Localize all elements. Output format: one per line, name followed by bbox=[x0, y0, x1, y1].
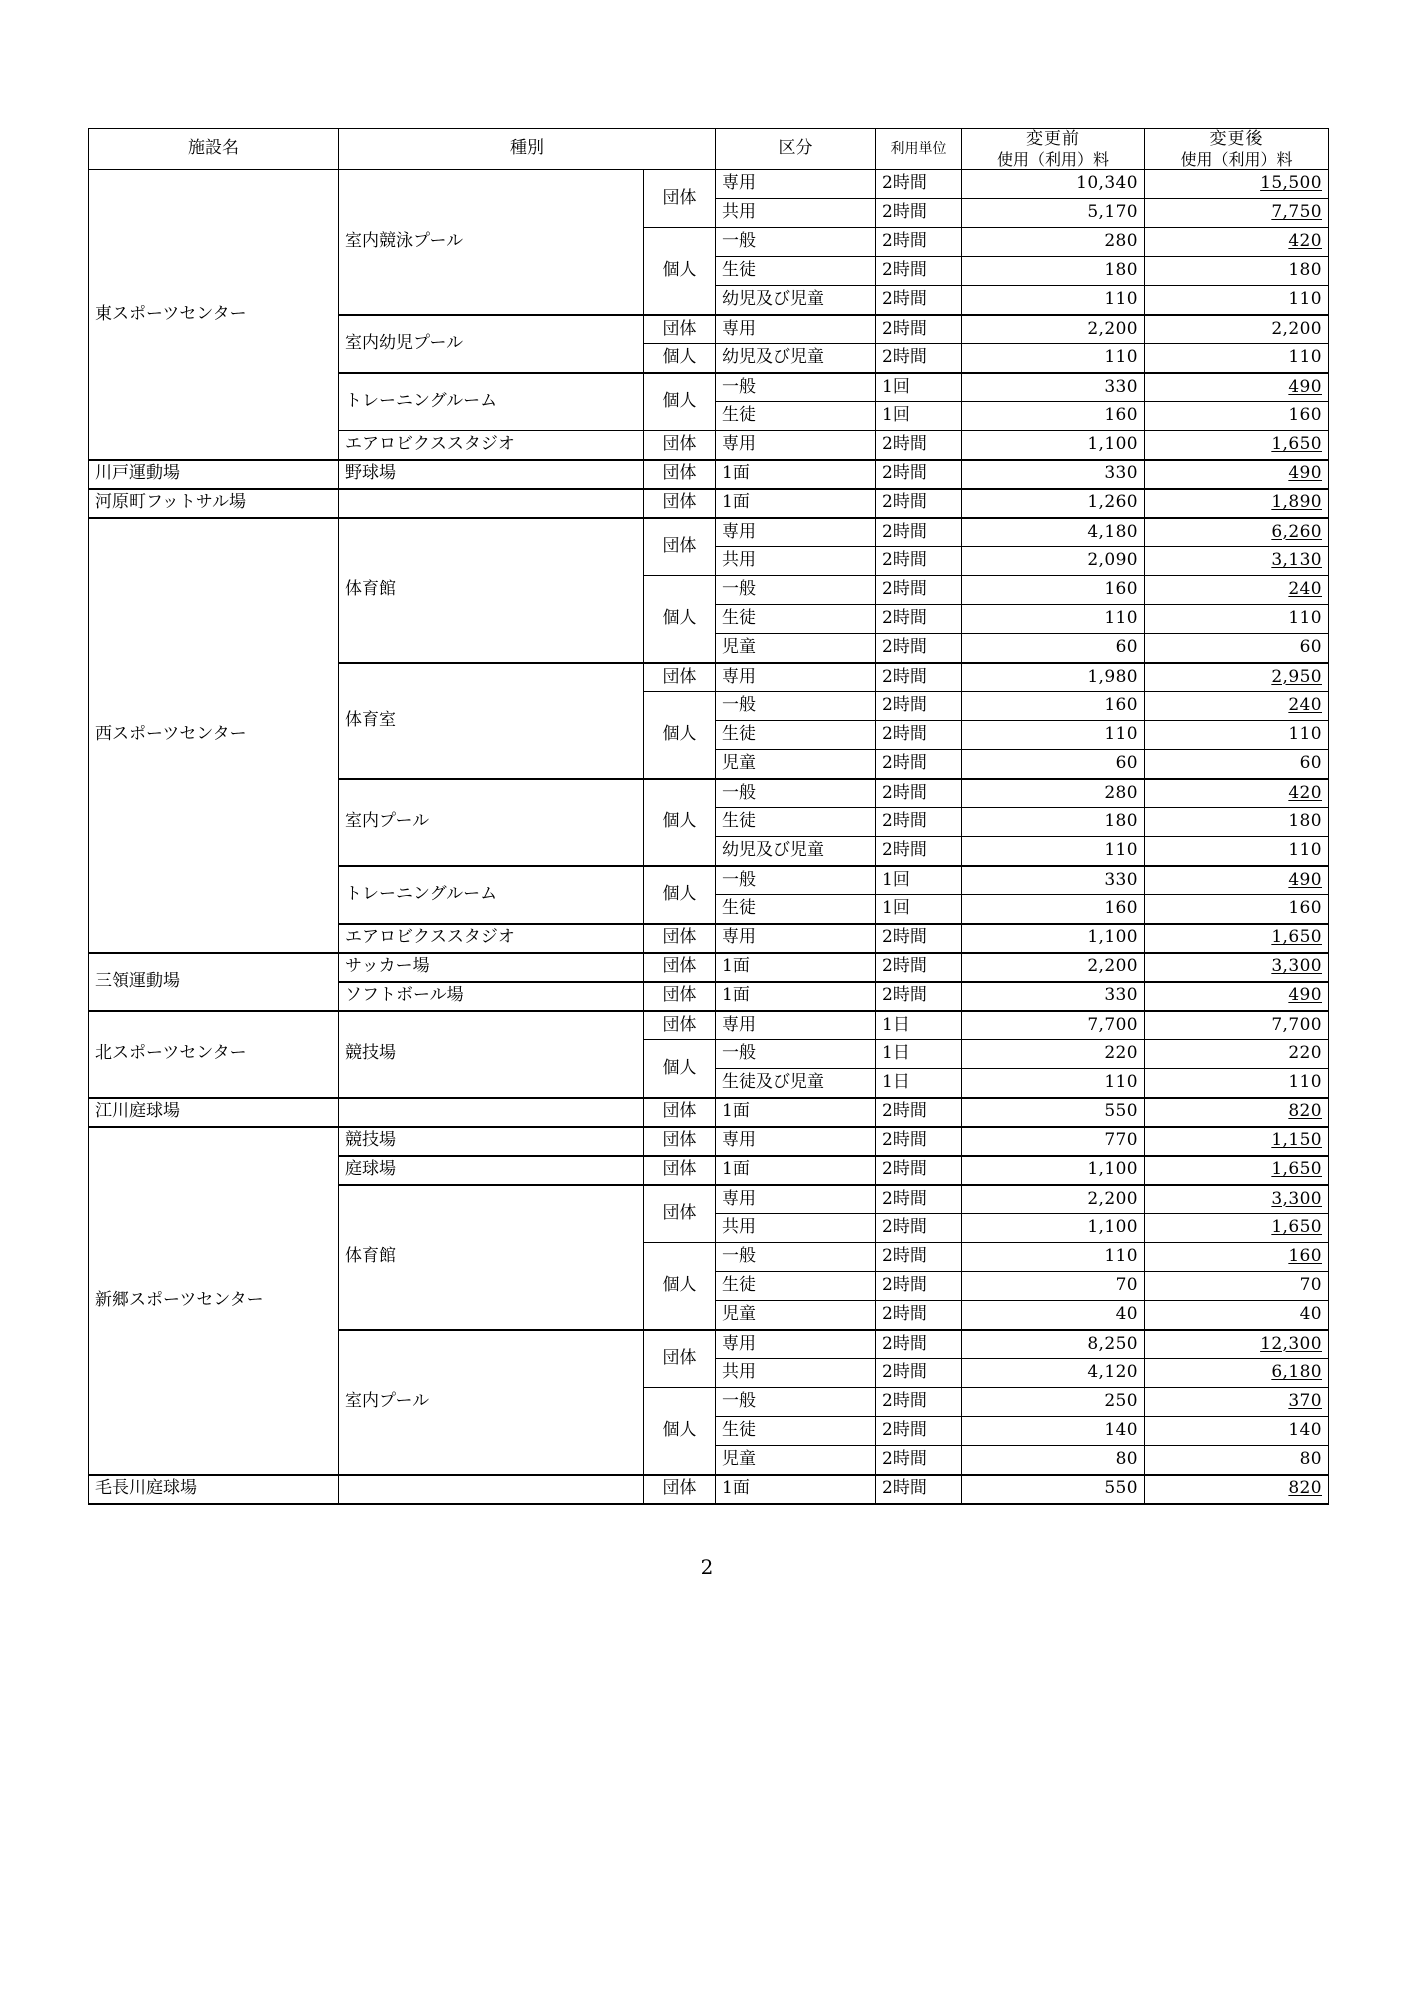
fee-after bbox=[1145, 199, 1329, 228]
kind-name: サッカー場 bbox=[339, 953, 644, 982]
division-label: 生徒 bbox=[716, 895, 876, 924]
fee-after: 7,700 bbox=[1145, 1011, 1329, 1040]
fee-after: 60 bbox=[1145, 634, 1329, 663]
division-label: 生徒 bbox=[716, 605, 876, 634]
fee-before: 110 bbox=[962, 605, 1145, 634]
usage-unit: 2時間 bbox=[876, 489, 962, 518]
fee-after-changed: 1,650 bbox=[1271, 434, 1322, 455]
fee-before: 2,090 bbox=[962, 547, 1145, 576]
division-label: 共用 bbox=[716, 199, 876, 228]
fee-before: 1,100 bbox=[962, 924, 1145, 953]
usage-unit: 2時間 bbox=[876, 1185, 962, 1214]
fee-before: 110 bbox=[962, 1243, 1145, 1272]
fee-before: 1,100 bbox=[962, 1156, 1145, 1185]
table-header bbox=[89, 129, 1329, 170]
kind-name: エアロビクススタジオ bbox=[339, 924, 644, 953]
kind-name: 室内プール bbox=[339, 779, 644, 866]
usage-unit: 2時間 bbox=[876, 1214, 962, 1243]
fee-after-changed: 490 bbox=[1288, 376, 1322, 397]
division-label: 児童 bbox=[716, 750, 876, 779]
usage-unit: 2時間 bbox=[876, 750, 962, 779]
fee-after bbox=[1145, 924, 1329, 953]
header-row bbox=[89, 129, 1329, 170]
group-type: 団体 bbox=[644, 460, 716, 489]
fee-before: 110 bbox=[962, 837, 1145, 866]
fee-after-changed: 370 bbox=[1288, 1391, 1322, 1412]
fee-before: 110 bbox=[962, 286, 1145, 315]
group-type: 団体 bbox=[644, 489, 716, 518]
fee-before: 80 bbox=[962, 1446, 1145, 1475]
fee-after-changed: 490 bbox=[1288, 985, 1322, 1006]
group-type: 団体 bbox=[644, 1475, 716, 1504]
division-label: 共用 bbox=[716, 1214, 876, 1243]
division-label: 生徒 bbox=[716, 1417, 876, 1446]
group-type: 団体 bbox=[644, 1011, 716, 1040]
fee-before: 60 bbox=[962, 750, 1145, 779]
fee-after bbox=[1145, 518, 1329, 547]
usage-unit: 1回 bbox=[876, 373, 962, 402]
group-type: 団体 bbox=[644, 1330, 716, 1388]
division-label: 一般 bbox=[716, 576, 876, 605]
fee-after bbox=[1145, 547, 1329, 576]
group-type: 団体 bbox=[644, 170, 716, 228]
kind-name: 室内プール bbox=[339, 1330, 644, 1475]
division-label: 幼児及び児童 bbox=[716, 837, 876, 866]
fee-after bbox=[1145, 1185, 1329, 1214]
usage-unit: 2時間 bbox=[876, 721, 962, 750]
fee-before: 60 bbox=[962, 634, 1145, 663]
fee-before: 110 bbox=[962, 344, 1145, 373]
group-type: 個人 bbox=[644, 1388, 716, 1475]
fee-after-changed: 2,950 bbox=[1271, 666, 1322, 687]
division-label: 一般 bbox=[716, 1243, 876, 1272]
division-label: 専用 bbox=[716, 1011, 876, 1040]
fee-before: 160 bbox=[962, 692, 1145, 721]
usage-unit: 2時間 bbox=[876, 924, 962, 953]
fee-after-changed: 240 bbox=[1288, 695, 1322, 716]
fee-after-changed: 6,180 bbox=[1271, 1362, 1322, 1383]
usage-unit: 2時間 bbox=[876, 1446, 962, 1475]
fee-after: 40 bbox=[1145, 1301, 1329, 1330]
fee-after-changed: 420 bbox=[1288, 782, 1322, 803]
usage-unit: 1日 bbox=[876, 1040, 962, 1069]
usage-unit: 2時間 bbox=[876, 1330, 962, 1359]
usage-unit: 1日 bbox=[876, 1011, 962, 1040]
division-label: 1面 bbox=[716, 489, 876, 518]
fee-after-changed: 7,750 bbox=[1271, 202, 1322, 223]
fee-before: 280 bbox=[962, 228, 1145, 257]
usage-unit: 2時間 bbox=[876, 779, 962, 808]
division-label: 専用 bbox=[716, 1185, 876, 1214]
header-fee-after bbox=[1145, 129, 1329, 170]
division-label: 一般 bbox=[716, 1388, 876, 1417]
group-type: 団体 bbox=[644, 1127, 716, 1156]
kind-name bbox=[339, 489, 644, 518]
fee-before: 180 bbox=[962, 808, 1145, 837]
fee-after bbox=[1145, 170, 1329, 199]
usage-unit: 2時間 bbox=[876, 837, 962, 866]
division-label: 生徒 bbox=[716, 808, 876, 837]
division-label: 共用 bbox=[716, 1359, 876, 1388]
fee-revision-table bbox=[88, 128, 1329, 1505]
kind-name: 体育館 bbox=[339, 518, 644, 663]
table-row bbox=[89, 518, 1329, 547]
usage-unit: 2時間 bbox=[876, 1243, 962, 1272]
usage-unit: 1日 bbox=[876, 1069, 962, 1098]
table-row bbox=[89, 1098, 1329, 1127]
fee-before: 550 bbox=[962, 1098, 1145, 1127]
facility-name: 川戸運動場 bbox=[89, 460, 339, 489]
fee-after-changed: 15,500 bbox=[1260, 173, 1322, 194]
fee-after: 180 bbox=[1145, 808, 1329, 837]
table-row bbox=[89, 460, 1329, 489]
fee-before: 280 bbox=[962, 779, 1145, 808]
fee-after bbox=[1145, 228, 1329, 257]
fee-after-changed: 3,130 bbox=[1271, 550, 1322, 571]
group-type: 個人 bbox=[644, 692, 716, 779]
facility-name: 西スポーツセンター bbox=[89, 518, 339, 953]
fee-before: 160 bbox=[962, 895, 1145, 924]
division-label: 専用 bbox=[716, 663, 876, 692]
facility-name: 新郷スポーツセンター bbox=[89, 1127, 339, 1475]
header-unit: 利用単位 bbox=[876, 129, 962, 170]
fee-before: 330 bbox=[962, 373, 1145, 402]
fee-before: 550 bbox=[962, 1475, 1145, 1504]
fee-after bbox=[1145, 489, 1329, 518]
kind-name: 庭球場 bbox=[339, 1156, 644, 1185]
fee-after: 110 bbox=[1145, 721, 1329, 750]
fee-before: 140 bbox=[962, 1417, 1145, 1446]
group-type: 団体 bbox=[644, 431, 716, 460]
usage-unit: 2時間 bbox=[876, 1417, 962, 1446]
usage-unit: 2時間 bbox=[876, 808, 962, 837]
fee-before: 110 bbox=[962, 721, 1145, 750]
division-label: 1面 bbox=[716, 460, 876, 489]
fee-after: 180 bbox=[1145, 257, 1329, 286]
fee-after-changed: 1,650 bbox=[1271, 1159, 1322, 1180]
division-label: 1面 bbox=[716, 1156, 876, 1185]
header-kind: 種別 bbox=[339, 129, 716, 170]
fee-after-changed: 3,300 bbox=[1271, 956, 1322, 977]
division-label: 児童 bbox=[716, 1446, 876, 1475]
facility-name: 毛長川庭球場 bbox=[89, 1475, 339, 1504]
fee-after-changed: 820 bbox=[1288, 1101, 1322, 1122]
fee-after: 110 bbox=[1145, 837, 1329, 866]
fee-before: 1,100 bbox=[962, 431, 1145, 460]
division-label: 一般 bbox=[716, 228, 876, 257]
fee-after: 140 bbox=[1145, 1417, 1329, 1446]
group-type: 団体 bbox=[644, 518, 716, 576]
fee-after bbox=[1145, 1214, 1329, 1243]
header-fee-before-line1: 変更前 bbox=[1026, 129, 1080, 149]
usage-unit: 2時間 bbox=[876, 1272, 962, 1301]
facility-name: 東スポーツセンター bbox=[89, 170, 339, 460]
fee-before: 4,180 bbox=[962, 518, 1145, 547]
fee-after: 220 bbox=[1145, 1040, 1329, 1069]
usage-unit: 2時間 bbox=[876, 518, 962, 547]
kind-name: 競技場 bbox=[339, 1011, 644, 1098]
kind-name: 野球場 bbox=[339, 460, 644, 489]
kind-name: エアロビクススタジオ bbox=[339, 431, 644, 460]
division-label: 生徒 bbox=[716, 721, 876, 750]
fee-before: 330 bbox=[962, 460, 1145, 489]
page-number: 2 bbox=[700, 1555, 714, 1579]
kind-name bbox=[339, 1475, 644, 1504]
usage-unit: 2時間 bbox=[876, 1127, 962, 1156]
fee-before: 2,200 bbox=[962, 953, 1145, 982]
division-label: 一般 bbox=[716, 866, 876, 895]
usage-unit: 1回 bbox=[876, 866, 962, 895]
group-type: 個人 bbox=[644, 866, 716, 924]
table-row bbox=[89, 170, 1329, 199]
fee-after: 160 bbox=[1145, 402, 1329, 431]
usage-unit: 2時間 bbox=[876, 315, 962, 344]
fee-before: 1,260 bbox=[962, 489, 1145, 518]
fee-after bbox=[1145, 431, 1329, 460]
fee-before: 220 bbox=[962, 1040, 1145, 1069]
fee-after bbox=[1145, 982, 1329, 1011]
division-label: 一般 bbox=[716, 1040, 876, 1069]
fee-after: 110 bbox=[1145, 286, 1329, 315]
usage-unit: 2時間 bbox=[876, 344, 962, 373]
header-fee-before bbox=[962, 129, 1145, 170]
fee-after: 70 bbox=[1145, 1272, 1329, 1301]
division-label: 生徒 bbox=[716, 257, 876, 286]
usage-unit: 2時間 bbox=[876, 460, 962, 489]
fee-before: 7,700 bbox=[962, 1011, 1145, 1040]
table-body bbox=[89, 170, 1329, 1504]
division-label: 専用 bbox=[716, 170, 876, 199]
usage-unit: 2時間 bbox=[876, 576, 962, 605]
fee-after bbox=[1145, 779, 1329, 808]
usage-unit: 2時間 bbox=[876, 1388, 962, 1417]
header-fee-after-line2: 使用（利用）料 bbox=[1180, 149, 1293, 169]
fee-after-changed: 420 bbox=[1288, 231, 1322, 252]
fee-after-changed: 3,300 bbox=[1271, 1188, 1322, 1209]
fee-before: 160 bbox=[962, 576, 1145, 605]
fee-before: 180 bbox=[962, 257, 1145, 286]
facility-name: 三領運動場 bbox=[89, 953, 339, 1011]
fee-after-changed: 160 bbox=[1288, 1246, 1322, 1267]
fee-after bbox=[1145, 1243, 1329, 1272]
usage-unit: 2時間 bbox=[876, 1098, 962, 1127]
table-row bbox=[89, 489, 1329, 518]
group-type: 団体 bbox=[644, 315, 716, 344]
division-label: 専用 bbox=[716, 315, 876, 344]
facility-name: 河原町フットサル場 bbox=[89, 489, 339, 518]
group-type: 団体 bbox=[644, 1098, 716, 1127]
fee-before: 8,250 bbox=[962, 1330, 1145, 1359]
group-type: 個人 bbox=[644, 779, 716, 866]
kind-name: 体育室 bbox=[339, 663, 644, 779]
usage-unit: 2時間 bbox=[876, 257, 962, 286]
usage-unit: 2時間 bbox=[876, 1156, 962, 1185]
fee-after-changed: 490 bbox=[1288, 463, 1322, 484]
group-type: 個人 bbox=[644, 373, 716, 431]
fee-after: 160 bbox=[1145, 895, 1329, 924]
fee-after bbox=[1145, 663, 1329, 692]
division-label: 幼児及び児童 bbox=[716, 344, 876, 373]
kind-name: 体育館 bbox=[339, 1185, 644, 1330]
division-label: 幼児及び児童 bbox=[716, 286, 876, 315]
fee-after bbox=[1145, 373, 1329, 402]
kind-name: トレーニングルーム bbox=[339, 866, 644, 924]
fee-after bbox=[1145, 460, 1329, 489]
division-label: 専用 bbox=[716, 924, 876, 953]
kind-name: 室内幼児プール bbox=[339, 315, 644, 373]
fee-before: 330 bbox=[962, 866, 1145, 895]
division-label: 一般 bbox=[716, 692, 876, 721]
fee-after-changed: 820 bbox=[1288, 1478, 1322, 1499]
fee-after bbox=[1145, 1475, 1329, 1504]
fee-after-changed: 1,650 bbox=[1271, 927, 1322, 948]
division-label: 生徒 bbox=[716, 402, 876, 431]
table-row bbox=[89, 953, 1329, 982]
division-label: 一般 bbox=[716, 779, 876, 808]
usage-unit: 1回 bbox=[876, 895, 962, 924]
fee-before: 110 bbox=[962, 1069, 1145, 1098]
division-label: 1面 bbox=[716, 1475, 876, 1504]
kind-name: トレーニングルーム bbox=[339, 373, 644, 431]
fee-after: 110 bbox=[1145, 1069, 1329, 1098]
kind-name: 室内競泳プール bbox=[339, 170, 644, 315]
group-type: 団体 bbox=[644, 1156, 716, 1185]
fee-before: 40 bbox=[962, 1301, 1145, 1330]
fee-after: 60 bbox=[1145, 750, 1329, 779]
fee-after-changed: 1,650 bbox=[1271, 1217, 1322, 1238]
group-type: 団体 bbox=[644, 953, 716, 982]
fee-after bbox=[1145, 692, 1329, 721]
division-label: 1面 bbox=[716, 953, 876, 982]
fee-before: 4,120 bbox=[962, 1359, 1145, 1388]
fee-after: 110 bbox=[1145, 344, 1329, 373]
usage-unit: 2時間 bbox=[876, 170, 962, 199]
division-label: 児童 bbox=[716, 1301, 876, 1330]
kind-name bbox=[339, 1098, 644, 1127]
fee-after-changed: 1,150 bbox=[1271, 1130, 1322, 1151]
usage-unit: 2時間 bbox=[876, 228, 962, 257]
fee-after-changed: 12,300 bbox=[1260, 1333, 1322, 1354]
fee-before: 2,200 bbox=[962, 1185, 1145, 1214]
facility-name: 北スポーツセンター bbox=[89, 1011, 339, 1098]
fee-after bbox=[1145, 1127, 1329, 1156]
fee-after bbox=[1145, 953, 1329, 982]
fee-before: 770 bbox=[962, 1127, 1145, 1156]
kind-name: 競技場 bbox=[339, 1127, 644, 1156]
group-type: 団体 bbox=[644, 924, 716, 953]
fee-after-changed: 490 bbox=[1288, 869, 1322, 890]
division-label: 専用 bbox=[716, 1127, 876, 1156]
header-division: 区分 bbox=[716, 129, 876, 170]
division-label: 児童 bbox=[716, 634, 876, 663]
group-type: 個人 bbox=[644, 344, 716, 373]
group-type: 個人 bbox=[644, 228, 716, 315]
division-label: 生徒及び児童 bbox=[716, 1069, 876, 1098]
fee-before: 10,340 bbox=[962, 170, 1145, 199]
fee-before: 2,200 bbox=[962, 315, 1145, 344]
division-label: 生徒 bbox=[716, 1272, 876, 1301]
division-label: 専用 bbox=[716, 431, 876, 460]
fee-after-changed: 240 bbox=[1288, 579, 1322, 600]
division-label: 共用 bbox=[716, 547, 876, 576]
usage-unit: 2時間 bbox=[876, 982, 962, 1011]
fee-before: 250 bbox=[962, 1388, 1145, 1417]
fee-after bbox=[1145, 1098, 1329, 1127]
group-type: 団体 bbox=[644, 982, 716, 1011]
fee-after-changed: 6,260 bbox=[1271, 521, 1322, 542]
fee-after bbox=[1145, 1359, 1329, 1388]
division-label: 1面 bbox=[716, 1098, 876, 1127]
fee-after bbox=[1145, 1388, 1329, 1417]
fee-before: 330 bbox=[962, 982, 1145, 1011]
fee-after: 80 bbox=[1145, 1446, 1329, 1475]
table-row bbox=[89, 1475, 1329, 1504]
table-row bbox=[89, 1011, 1329, 1040]
facility-name: 江川庭球場 bbox=[89, 1098, 339, 1127]
header-facility: 施設名 bbox=[89, 129, 339, 170]
usage-unit: 2時間 bbox=[876, 692, 962, 721]
division-label: 専用 bbox=[716, 518, 876, 547]
fee-after bbox=[1145, 1330, 1329, 1359]
fee-after bbox=[1145, 1156, 1329, 1185]
division-label: 1面 bbox=[716, 982, 876, 1011]
usage-unit: 2時間 bbox=[876, 199, 962, 228]
fee-after: 2,200 bbox=[1145, 315, 1329, 344]
fee-after-changed: 1,890 bbox=[1271, 492, 1322, 513]
group-type: 団体 bbox=[644, 1185, 716, 1243]
usage-unit: 2時間 bbox=[876, 1359, 962, 1388]
usage-unit: 2時間 bbox=[876, 663, 962, 692]
usage-unit: 2時間 bbox=[876, 1475, 962, 1504]
fee-before: 1,980 bbox=[962, 663, 1145, 692]
group-type: 個人 bbox=[644, 576, 716, 663]
usage-unit: 2時間 bbox=[876, 953, 962, 982]
fee-before: 70 bbox=[962, 1272, 1145, 1301]
fee-after: 110 bbox=[1145, 605, 1329, 634]
group-type: 団体 bbox=[644, 663, 716, 692]
header-fee-before-line2: 使用（利用）料 bbox=[996, 149, 1109, 169]
fee-after bbox=[1145, 576, 1329, 605]
fee-before: 160 bbox=[962, 402, 1145, 431]
usage-unit: 2時間 bbox=[876, 634, 962, 663]
usage-unit: 2時間 bbox=[876, 286, 962, 315]
fee-before: 1,100 bbox=[962, 1214, 1145, 1243]
kind-name: ソフトボール場 bbox=[339, 982, 644, 1011]
division-label: 専用 bbox=[716, 1330, 876, 1359]
fee-after bbox=[1145, 866, 1329, 895]
group-type: 個人 bbox=[644, 1243, 716, 1330]
usage-unit: 2時間 bbox=[876, 547, 962, 576]
division-label: 一般 bbox=[716, 373, 876, 402]
usage-unit: 2時間 bbox=[876, 431, 962, 460]
fee-before: 5,170 bbox=[962, 199, 1145, 228]
usage-unit: 2時間 bbox=[876, 1301, 962, 1330]
header-fee-after-line1: 変更後 bbox=[1209, 129, 1264, 149]
group-type: 個人 bbox=[644, 1040, 716, 1098]
table-row bbox=[89, 1127, 1329, 1156]
usage-unit: 1回 bbox=[876, 402, 962, 431]
usage-unit: 2時間 bbox=[876, 605, 962, 634]
